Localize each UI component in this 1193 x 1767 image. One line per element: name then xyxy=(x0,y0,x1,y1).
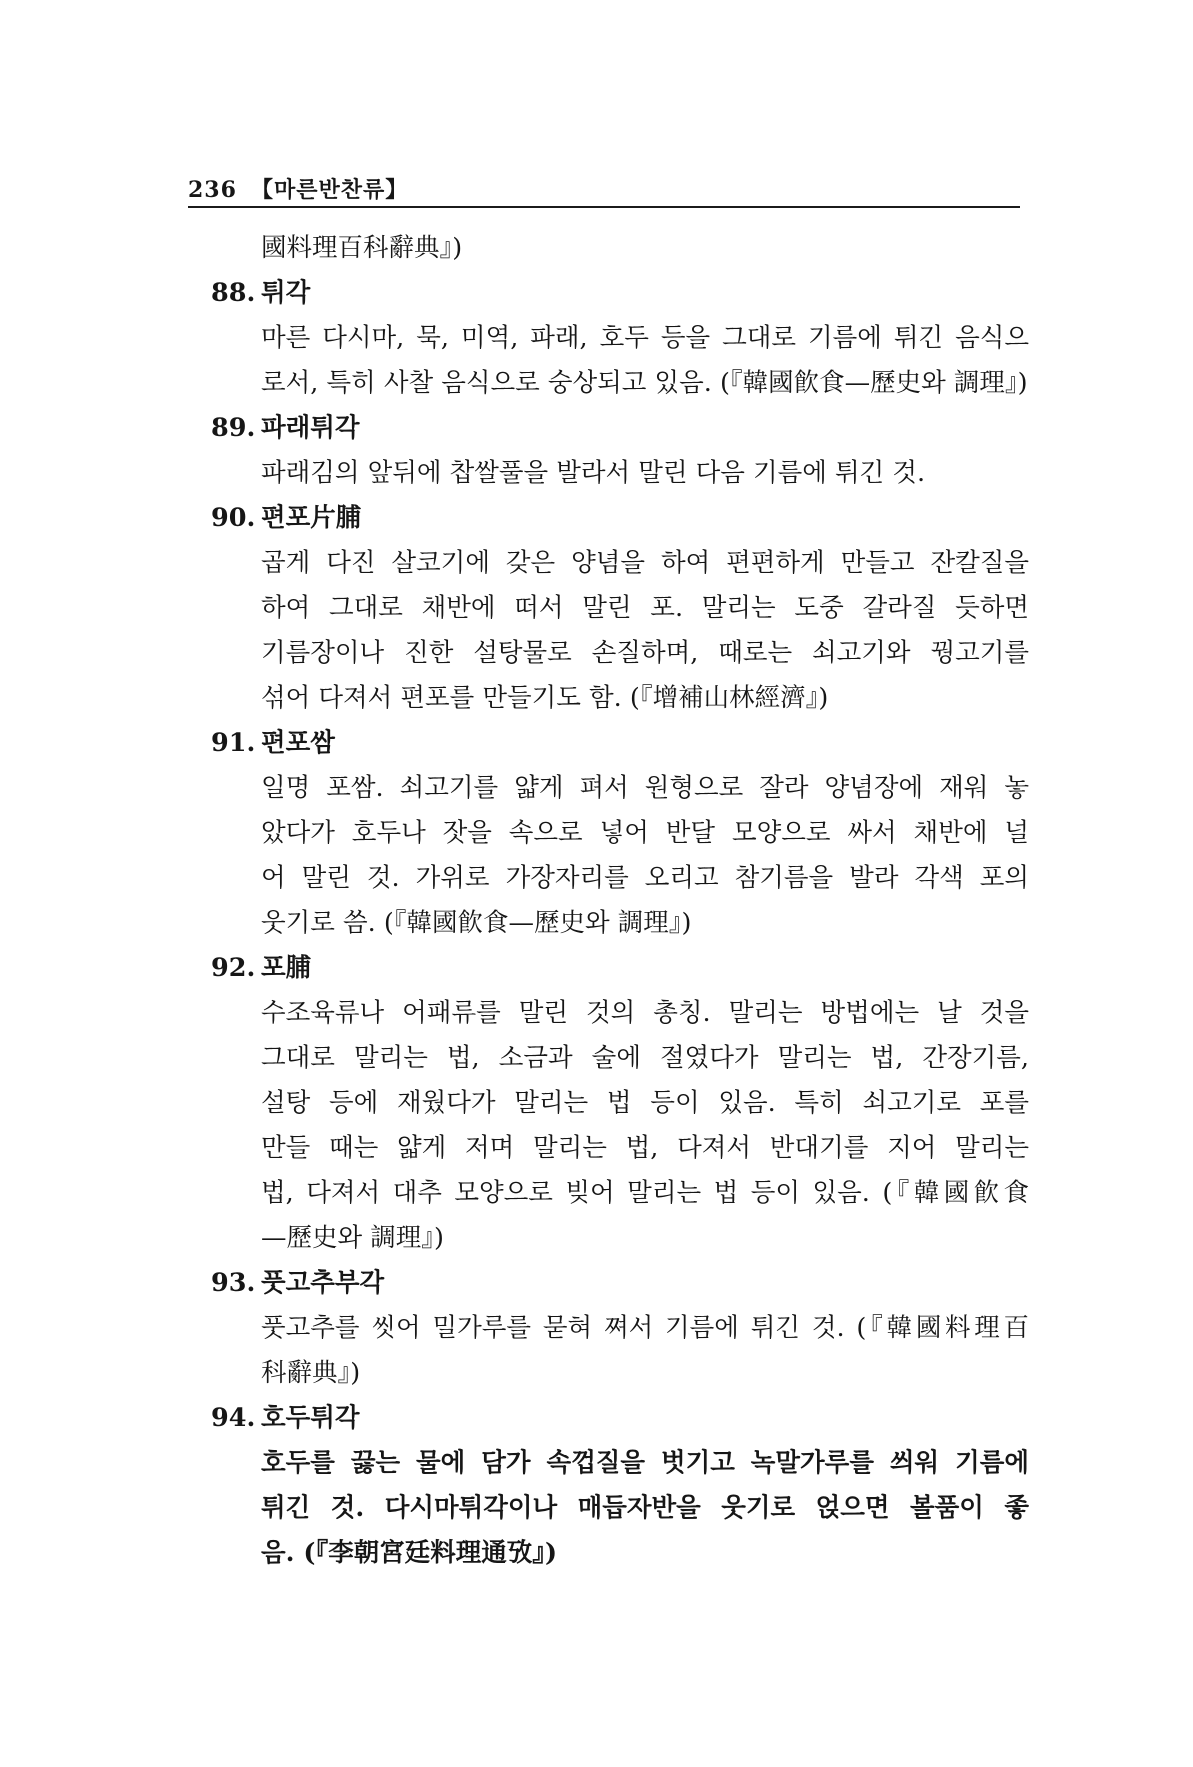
definition-line: 음. (『李朝宮廷料理通攷』) xyxy=(261,1538,558,1568)
dictionary-entry xyxy=(211,1396,1029,1576)
dictionary-entry xyxy=(211,406,1029,496)
dictionary-entry xyxy=(211,271,1029,406)
entry-definition xyxy=(211,316,1029,406)
definition-line: 科辭典』) xyxy=(261,1358,361,1388)
definition-line: 곱게 다진 살코기에 갖은 양념을 하여 편편하게 만들고 잔칼질을 xyxy=(261,548,1029,578)
page-number: 236 xyxy=(188,177,237,203)
definition-line: 파래김의 앞뒤에 찹쌀풀을 발라서 말린 다음 기름에 튀긴 것. xyxy=(261,458,926,488)
definition-line: 풋고추를 씻어 밀가루를 묻혀 쪄서 기름에 튀긴 것. (『韓國料理百 xyxy=(261,1313,1029,1343)
entry-number: 94. xyxy=(211,1403,256,1433)
entry-heading xyxy=(211,271,1029,316)
definition-line: 만들 때는 얇게 저며 말리는 법, 다져서 반대기를 지어 말리는 xyxy=(261,1133,1029,1163)
entry-definition xyxy=(211,1306,1029,1396)
entry-heading xyxy=(211,946,1029,991)
entry-title: 파래튀각 xyxy=(261,413,360,443)
entry-heading xyxy=(211,721,1029,766)
entry-title: 편포片脯 xyxy=(261,503,362,533)
definition-line: 하여 그대로 채반에 떠서 말린 포. 말리는 도중 갈라질 듯하면 xyxy=(261,593,1029,623)
entry-list xyxy=(211,226,1029,1576)
dictionary-entry xyxy=(211,1261,1029,1396)
definition-line: 기름장이나 진한 설탕물로 손질하며, 때로는 쇠고기와 꿩고기를 xyxy=(261,638,1029,668)
entry-definition xyxy=(211,991,1029,1261)
entry-number: 91. xyxy=(211,728,256,758)
entry-heading xyxy=(211,406,1029,451)
definition-line: 웃기로 씀. (『韓國飮食—歷史와 調理』) xyxy=(261,908,692,938)
entry-heading xyxy=(211,1396,1029,1441)
entry-definition xyxy=(211,1441,1029,1576)
definition-line: 설탕 등에 재웠다가 말리는 법 등이 있음. 특히 쇠고기로 포를 xyxy=(261,1088,1029,1118)
definition-line: 일명 포쌈. 쇠고기를 얇게 펴서 원형으로 잘라 양념장에 재워 놓 xyxy=(261,773,1029,803)
dictionary-entry xyxy=(211,496,1029,721)
definition-line: 수조육류나 어패류를 말린 것의 총칭. 말리는 방법에는 날 것을 xyxy=(261,998,1029,1028)
entry-heading xyxy=(211,496,1029,541)
entry-title: 편포쌈 xyxy=(261,728,335,758)
section-title: 【마른반찬류】 xyxy=(250,178,409,203)
entry-number: 92. xyxy=(211,953,256,983)
entry-heading xyxy=(211,1261,1029,1306)
dictionary-entry xyxy=(211,721,1029,946)
dictionary-entry xyxy=(211,946,1029,1261)
definition-line: 마른 다시마, 묵, 미역, 파래, 호두 등을 그대로 기름에 튀긴 음식으 xyxy=(261,323,1029,353)
entry-title: 포脯 xyxy=(261,953,312,983)
entry-title: 풋고추부각 xyxy=(261,1268,385,1298)
definition-line: 튀긴 것. 다시마튀각이나 매듭자반을 웃기로 얹으면 볼품이 좋 xyxy=(261,1493,1029,1523)
continued-citation: 國料理百科辭典』) xyxy=(261,233,463,263)
running-header xyxy=(188,173,1020,204)
definition-line: —歷史와 調理』) xyxy=(261,1223,444,1253)
definition-line: 어 말린 것. 가위로 가장자리를 오리고 참기름을 발라 각색 포의 xyxy=(261,863,1029,893)
definition-line: 법, 다져서 대추 모양으로 빚어 말리는 법 등이 있음. (『韓國飮食 xyxy=(261,1178,1029,1208)
entry-definition xyxy=(211,451,1029,496)
header-rule xyxy=(188,206,1020,208)
definition-line: 았다가 호두나 잣을 속으로 넣어 반달 모양으로 싸서 채반에 널 xyxy=(261,818,1029,848)
entry-number: 89. xyxy=(211,413,256,443)
entries-container xyxy=(211,271,1029,1576)
entry-title: 호두튀각 xyxy=(261,1403,360,1433)
entry-definition xyxy=(211,541,1029,721)
entry-definition xyxy=(211,766,1029,946)
entry-number: 88. xyxy=(211,278,256,308)
entry-title: 튀각 xyxy=(261,278,311,308)
definition-line: 그대로 말리는 법, 소금과 술에 절였다가 말리는 법, 간장기름, xyxy=(261,1043,1029,1073)
definition-line: 로서, 특히 사찰 음식으로 숭상되고 있음. (『韓國飮食—歷史와 調理』) xyxy=(261,368,1028,398)
definition-line: 호두를 끓는 물에 담가 속껍질을 벗기고 녹말가루를 씌워 기름에 xyxy=(261,1448,1029,1478)
definition-line: 섞어 다져서 편포를 만들기도 함. (『增補山林經濟』) xyxy=(261,683,829,713)
entry-number: 93. xyxy=(211,1268,256,1298)
entry-number: 90. xyxy=(211,503,256,533)
